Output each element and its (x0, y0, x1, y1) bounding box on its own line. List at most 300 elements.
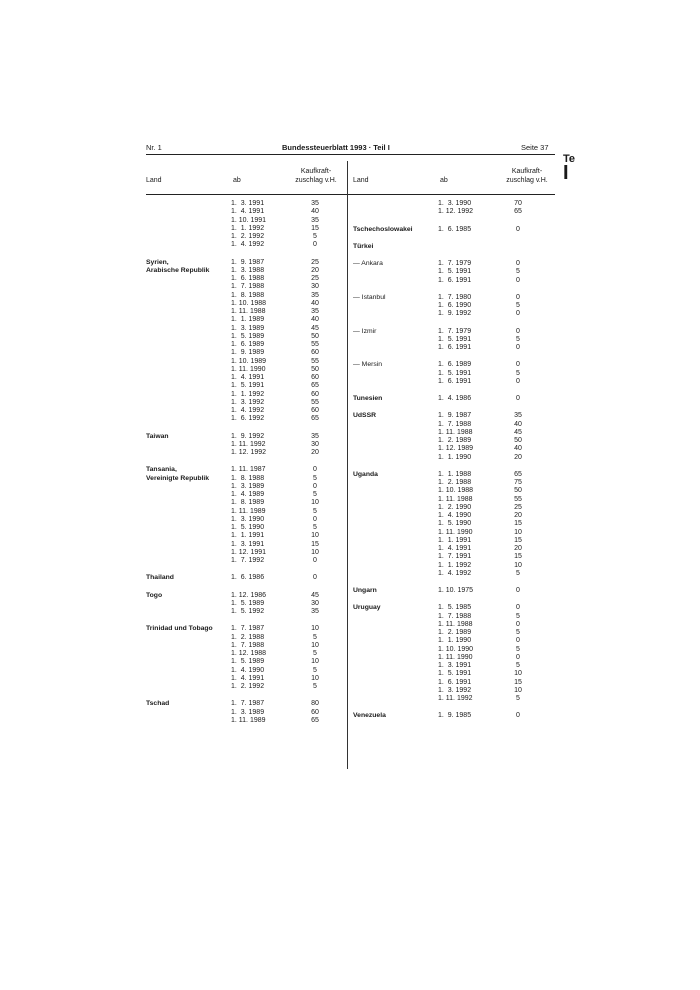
table-row (146, 415, 337, 423)
country-cell: — Izmir (353, 327, 377, 335)
country-cell (353, 454, 438, 462)
table-row (146, 557, 337, 565)
date-cell: 1. 4. 1989 (231, 491, 265, 498)
row-spacer (146, 424, 337, 433)
date-cell: 1. 9. 1987 (438, 412, 472, 420)
table-row (353, 587, 540, 595)
table-row (353, 395, 540, 403)
table-row (353, 562, 540, 570)
surcharge-cell: 25 (311, 275, 319, 282)
date-cell: 1. 3. 1990 (231, 515, 265, 523)
country-cell: Arabische Republik (146, 266, 210, 274)
country-cell (146, 600, 231, 608)
date-cell: 1. 11. 1988 (438, 495, 473, 503)
date-cell: 1. 8. 1988 (231, 474, 265, 482)
surcharge-cell: 70 (514, 200, 522, 207)
date-cell: 1. 7. 1987 (231, 700, 265, 708)
date-cell: 1. 3. 1992 (438, 686, 472, 694)
country-cell (353, 662, 438, 670)
date-cell: 1. 5. 1990 (231, 524, 265, 531)
surcharge-cell: 0 (516, 653, 520, 661)
country-cell (353, 654, 438, 662)
date-cell: 1. 4. 1990 (438, 512, 472, 519)
date-cell: 1. 7. 1979 (438, 327, 472, 335)
country-cell: — Istanbul (353, 293, 386, 301)
table-row (146, 441, 337, 449)
table-row (353, 328, 540, 336)
country-cell (353, 479, 438, 487)
table-row (146, 208, 337, 216)
table-row (146, 709, 337, 717)
table-row (146, 225, 337, 233)
surcharge-cell: 10 (514, 670, 522, 678)
row-spacer (353, 251, 540, 260)
surcharge-cell: 10 (311, 532, 319, 540)
table-row (146, 283, 337, 291)
table-row (146, 483, 337, 491)
country-cell (146, 499, 231, 507)
surcharge-cell: 10 (311, 548, 319, 556)
table-row (353, 529, 540, 537)
table-row (146, 275, 337, 283)
date-cell: 1. 2. 1990 (438, 503, 472, 511)
country-cell (146, 300, 231, 308)
country-cell (353, 429, 438, 437)
table-row (146, 475, 337, 483)
country-cell (353, 512, 438, 520)
surcharge-cell: 0 (516, 276, 520, 284)
right-table-body (353, 200, 540, 721)
table-row (146, 466, 337, 474)
date-cell: 1. 8. 1988 (231, 291, 265, 299)
date-cell: 1. 9. 1992 (231, 432, 265, 440)
date-cell: 1. 10. 1990 (438, 645, 474, 653)
surcharge-cell: 40 (311, 299, 319, 307)
date-cell: 1. 5. 1991 (438, 268, 472, 276)
country-cell: Tschad (146, 700, 170, 708)
row-spacer (146, 583, 337, 592)
country-cell (353, 421, 438, 429)
country-cell (146, 275, 231, 283)
date-cell: 1. 5. 1991 (231, 382, 265, 390)
country-cell (146, 208, 231, 216)
surcharge-cell: 10 (311, 641, 319, 649)
table-row (353, 629, 540, 637)
date-cell: 1. 11. 1992 (231, 440, 266, 448)
date-cell: 1. 3. 1988 (231, 266, 265, 274)
country-cell (146, 283, 231, 291)
surcharge-cell: 10 (514, 561, 522, 569)
country-cell (146, 658, 231, 666)
country-cell (353, 695, 438, 703)
row-spacer (146, 616, 337, 625)
surcharge-cell: 5 (516, 268, 520, 276)
table-row (146, 391, 337, 399)
surcharge-cell: 15 (514, 536, 522, 544)
date-cell: 1. 9. 1989 (231, 349, 265, 357)
table-row (146, 382, 337, 390)
surcharge-cell (496, 243, 540, 251)
table-row (146, 316, 337, 324)
surcharge-cell: 40 (514, 445, 522, 453)
surcharge-cell: 35 (311, 200, 319, 207)
table-row (146, 491, 337, 499)
surcharge-cell: 0 (313, 574, 317, 582)
date-cell: 1. 2. 1992 (231, 683, 265, 690)
surcharge-cell: 5 (313, 507, 317, 515)
table-row (146, 683, 337, 691)
surcharge-cell: 20 (311, 449, 319, 456)
country-cell (353, 646, 438, 654)
date-cell: 1. 5. 1989 (231, 332, 265, 340)
row-spacer (353, 595, 540, 604)
country-cell (146, 358, 231, 366)
table-row (353, 670, 540, 678)
left-table-body (146, 200, 337, 725)
table-row (146, 608, 337, 616)
country-cell (353, 670, 438, 678)
table-row (146, 267, 337, 275)
date-cell: 1. 1. 1991 (438, 536, 472, 544)
country-cell (353, 437, 438, 445)
row-spacer (353, 462, 540, 471)
surcharge-cell: 30 (311, 440, 319, 448)
date-cell: 1. 3. 1991 (438, 662, 472, 669)
date-cell: 1. 12. 1992 (231, 449, 267, 456)
surcharge-cell: 55 (311, 398, 319, 406)
surcharge-cell: 5 (516, 662, 520, 669)
surcharge-cell: 5 (516, 569, 520, 577)
surcharge-cell: 15 (514, 678, 522, 686)
table-row (146, 433, 337, 441)
date-cell: 1. 10. 1991 (231, 216, 267, 224)
date-cell: 1. 4. 1992 (231, 241, 265, 249)
date-cell: 1. 4. 1991 (231, 374, 265, 381)
date-cell: 1. 4. 1991 (231, 674, 265, 682)
date-cell: 1. 3. 1989 (231, 324, 265, 332)
country-cell: Ungarn (353, 587, 377, 594)
table-row (146, 600, 337, 608)
surcharge-cell: 0 (516, 293, 520, 301)
table-row (353, 277, 540, 285)
table-row (353, 496, 540, 504)
country-cell (353, 370, 438, 378)
table-row (353, 637, 540, 645)
surcharge-cell: 45 (514, 428, 522, 436)
country-cell: Uganda (353, 470, 378, 478)
date-cell: 1. 4. 1992 (438, 569, 472, 577)
surcharge-cell: 15 (514, 553, 522, 561)
surcharge-cell: 5 (516, 629, 520, 636)
surcharge-cell: 0 (516, 260, 520, 267)
surcharge-cell: 60 (311, 708, 319, 716)
date-cell: 1. 1. 1992 (231, 390, 265, 398)
table-row (146, 233, 337, 241)
table-row (353, 654, 540, 662)
surcharge-cell: 10 (311, 674, 319, 682)
surcharge-cell: 60 (311, 349, 319, 357)
country-cell: — Ankara (353, 260, 383, 267)
country-cell (146, 667, 231, 675)
surcharge-cell: 15 (514, 520, 522, 528)
country-cell (146, 374, 231, 382)
table-row (353, 445, 540, 453)
left-col-kaufkraft-header (286, 167, 346, 185)
country-cell (353, 496, 438, 504)
table-row (146, 658, 337, 666)
table-row (146, 449, 337, 457)
table-row (353, 679, 540, 687)
date-cell: 1. 3. 1991 (231, 540, 265, 548)
country-cell (146, 349, 231, 357)
row-spacer (353, 217, 540, 226)
table-row (353, 687, 540, 695)
date-cell: 1. 5. 1985 (438, 604, 472, 612)
date-cell: 1. 11. 1989 (231, 507, 266, 515)
table-row (353, 570, 540, 578)
date-cell: 1. 6. 1985 (438, 225, 472, 233)
table-row (353, 260, 540, 268)
date-cell: 1. 12. 1989 (438, 445, 474, 453)
date-cell: 1. 6. 1989 (231, 341, 265, 348)
surcharge-cell: 55 (311, 357, 319, 365)
surcharge-cell: 50 (514, 437, 522, 444)
date-cell: 1. 2. 1988 (438, 479, 472, 486)
country-cell (146, 366, 231, 374)
date-cell: 1. 6. 1992 (231, 415, 265, 423)
country-cell (353, 277, 438, 285)
country-cell (353, 200, 438, 208)
date-cell: 1. 10. 1975 (438, 587, 474, 594)
country-cell (146, 399, 231, 407)
table-row (353, 512, 540, 520)
surcharge-cell: 15 (311, 540, 319, 548)
surcharge-cell: 0 (516, 587, 520, 594)
date-cell: 1. 5. 1989 (231, 658, 265, 666)
left-kaufkraft-line2: zuschlag v.H. (295, 177, 337, 184)
table-row (146, 625, 337, 633)
country-cell (146, 524, 231, 532)
table-row (146, 650, 337, 658)
table-row (146, 217, 337, 225)
table-row (146, 532, 337, 540)
country-cell: — Mersin (353, 361, 383, 369)
date-cell: 1. 11. 1988 (438, 428, 473, 436)
column-header-rule (146, 194, 555, 195)
surcharge-cell: 5 (313, 474, 317, 482)
table-row (353, 471, 540, 479)
surcharge-cell: 65 (311, 415, 319, 423)
date-cell: 1. 8. 1989 (231, 499, 265, 507)
surcharge-cell: 10 (311, 625, 319, 633)
date-cell: 1. 10. 1988 (438, 487, 474, 495)
date-cell: 1. 12. 1986 (231, 591, 267, 599)
row-spacer (146, 457, 337, 466)
date-cell: 1. 1. 1991 (231, 532, 265, 540)
table-row (353, 712, 540, 720)
surcharge-cell: 35 (311, 216, 319, 224)
date-cell: 1. 5. 1990 (438, 520, 472, 528)
table-row (146, 399, 337, 407)
table-row (146, 717, 337, 725)
country-cell (146, 717, 231, 725)
country-cell (146, 516, 231, 524)
country-cell (146, 407, 231, 415)
table-row (146, 333, 337, 341)
surcharge-cell: 0 (516, 712, 520, 720)
date-cell: 1. 11. 1989 (231, 716, 266, 724)
table-row (146, 524, 337, 532)
date-cell: 1. 11. 1987 (231, 466, 266, 474)
country-cell (146, 483, 231, 491)
country-cell (353, 679, 438, 687)
date-cell: 1. 6. 1986 (231, 574, 265, 582)
table-row (353, 479, 540, 487)
country-cell (146, 650, 231, 658)
country-cell: Tansania, (146, 466, 177, 474)
table-row (353, 200, 540, 208)
country-cell (146, 341, 231, 349)
country-cell (353, 302, 438, 310)
country-cell: Venezuela (353, 712, 386, 720)
country-cell (146, 333, 231, 341)
row-spacer (353, 234, 540, 243)
surcharge-cell: 40 (311, 208, 319, 216)
surcharge-cell: 55 (311, 341, 319, 348)
surcharge-cell: 0 (516, 225, 520, 233)
table-row (353, 294, 540, 302)
country-cell: Uruguay (353, 604, 381, 612)
table-row (353, 504, 540, 512)
country-cell (146, 292, 231, 300)
right-col-land-header: Land (353, 177, 369, 184)
surcharge-cell: 0 (516, 327, 520, 335)
table-row (146, 374, 337, 382)
country-cell (146, 557, 231, 565)
side-fragment-top: Te (563, 153, 576, 165)
row-spacer (353, 578, 540, 587)
country-cell (146, 316, 231, 324)
country-cell: Thailand (146, 574, 174, 582)
table-row (146, 549, 337, 557)
table-row (353, 454, 540, 462)
date-cell: 1. 9. 1992 (438, 310, 472, 318)
surcharge-cell: 35 (514, 412, 522, 420)
date-cell: 1. 7. 1988 (438, 612, 472, 620)
table-row (146, 574, 337, 582)
date-cell: 1. 4. 1986 (438, 395, 472, 402)
date-cell: 1. 5. 1989 (231, 599, 265, 607)
date-cell: 1. 4. 1991 (231, 208, 265, 216)
date-cell: 1. 4. 1992 (231, 407, 265, 414)
table-row (353, 662, 540, 670)
country-cell: UdSSR (353, 412, 377, 420)
row-spacer (353, 403, 540, 412)
surcharge-cell: 0 (516, 310, 520, 318)
country-cell (146, 200, 231, 208)
country-cell (146, 642, 231, 650)
table-row (353, 302, 540, 310)
table-row (146, 300, 337, 308)
country-cell (146, 541, 231, 549)
surcharge-cell: 5 (516, 695, 520, 702)
surcharge-cell: 35 (311, 432, 319, 440)
surcharge-cell: 65 (514, 208, 522, 216)
table-row (146, 349, 337, 357)
table-row (146, 358, 337, 366)
surcharge-cell: 50 (311, 365, 319, 373)
surcharge-cell: 60 (311, 390, 319, 398)
table-row (353, 243, 540, 251)
surcharge-cell: 0 (516, 344, 520, 351)
date-cell: 1. 12. 1988 (231, 650, 267, 657)
table-row (353, 208, 540, 216)
date-cell: 1. 1. 1992 (438, 561, 472, 569)
country-cell (146, 325, 231, 333)
surcharge-cell: 40 (514, 420, 522, 428)
surcharge-cell: 0 (516, 377, 520, 385)
date-cell: 1. 4. 1990 (231, 666, 265, 674)
date-cell: 1. 7. 1988 (438, 420, 472, 428)
surcharge-cell: 0 (313, 466, 317, 474)
country-cell: Tunesien (353, 395, 383, 402)
country-cell: Vereinigte Republik (146, 474, 210, 482)
surcharge-cell: 65 (311, 716, 319, 724)
surcharge-cell: 20 (514, 453, 522, 461)
country-cell (353, 570, 438, 578)
surcharge-cell: 25 (514, 503, 522, 511)
date-cell: 1. 3. 1992 (231, 398, 265, 406)
date-cell: 1. 6. 1991 (438, 276, 472, 284)
date-cell: 1. 7. 1979 (438, 260, 472, 267)
date-cell: 1. 7. 1988 (231, 283, 265, 291)
date-cell: 1. 5. 1991 (438, 670, 472, 678)
left-col-ab-header: ab (233, 177, 241, 184)
country-cell (353, 562, 438, 570)
table-row (353, 412, 540, 420)
surcharge-cell: 80 (311, 700, 319, 708)
date-cell: 1. 7. 1992 (231, 557, 265, 564)
country-cell (353, 445, 438, 453)
country-cell (146, 608, 231, 616)
country-cell (146, 225, 231, 233)
country-cell (146, 233, 231, 241)
date-cell: 1. 7. 1980 (438, 293, 472, 301)
surcharge-cell: 35 (311, 308, 319, 315)
date-cell: 1. 6. 1988 (231, 275, 265, 282)
date-cell: 1. 9. 1987 (231, 258, 265, 266)
surcharge-cell: 10 (514, 528, 522, 536)
table-row (146, 407, 337, 415)
surcharge-cell: 5 (313, 683, 317, 690)
country-cell (353, 621, 438, 629)
country-cell: Türkei (353, 242, 374, 250)
surcharge-cell: 20 (514, 545, 522, 552)
date-cell: 1. 4. 1991 (438, 545, 472, 552)
row-spacer (353, 285, 540, 294)
table-row (146, 675, 337, 683)
surcharge-cell: 20 (514, 512, 522, 519)
table-row (353, 621, 540, 629)
date-cell: 1. 2. 1992 (231, 233, 265, 240)
table-row (146, 634, 337, 642)
surcharge-cell: 65 (514, 470, 522, 478)
date-cell: 1. 1. 1988 (438, 470, 472, 478)
surcharge-cell: 40 (311, 316, 319, 324)
row-spacer (146, 250, 337, 259)
surcharge-cell: 45 (311, 324, 319, 332)
column-divider (347, 161, 348, 769)
